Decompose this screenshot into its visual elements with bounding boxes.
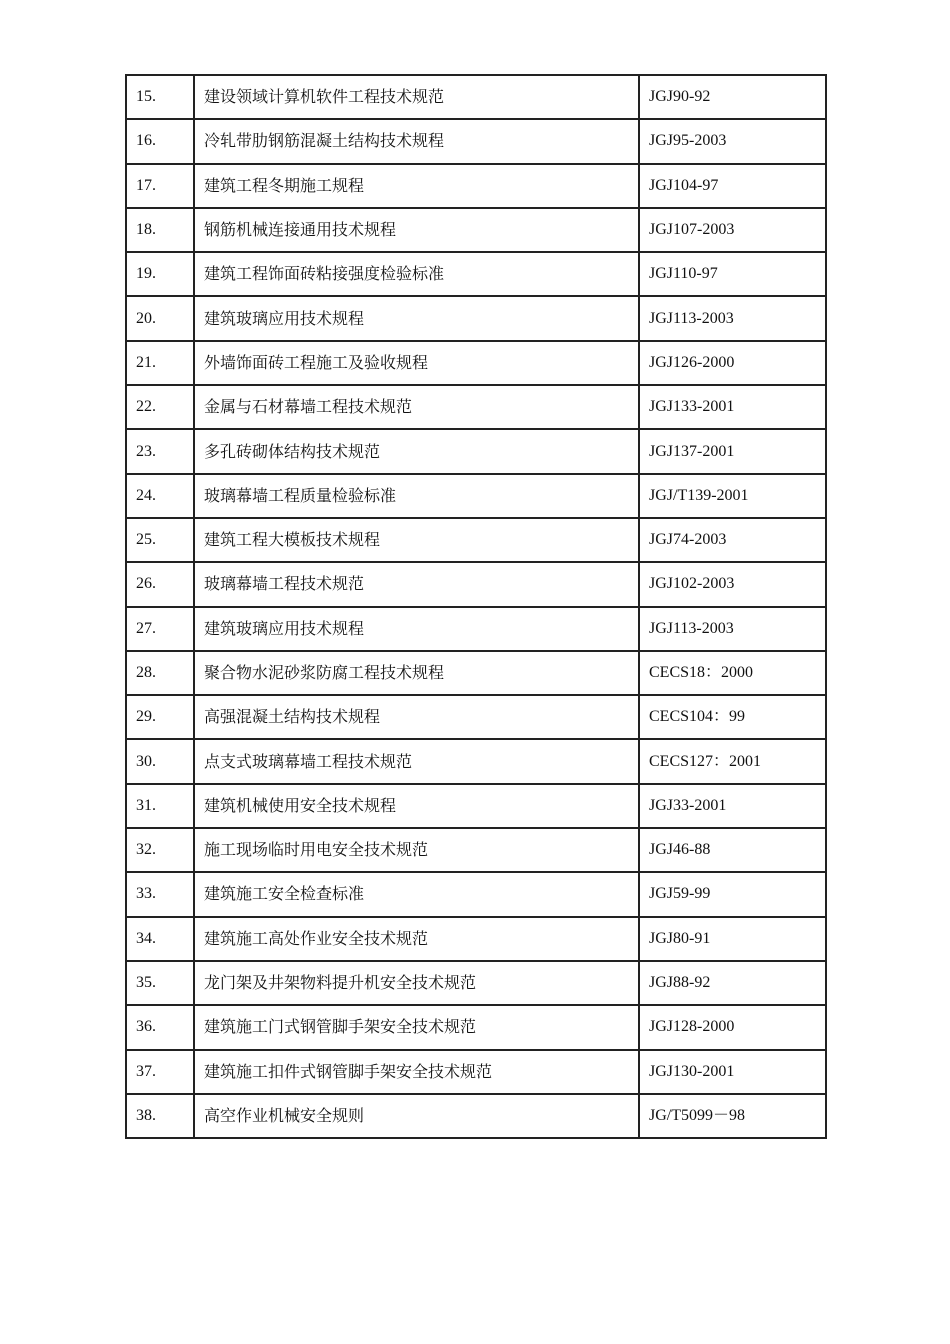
table-row: [126, 1050, 826, 1094]
row-number-cell: 29.: [126, 695, 194, 739]
table-row: [126, 296, 826, 340]
table-row: [126, 252, 826, 296]
standard-name-cell: 建筑玻璃应用技术规程: [194, 296, 639, 340]
table-row: [126, 208, 826, 252]
row-number-cell: 25.: [126, 518, 194, 562]
row-number-cell: 28.: [126, 651, 194, 695]
standard-code-cell: JGJ46-88: [639, 828, 826, 872]
standard-name-cell: 建筑施工门式钢管脚手架安全技术规范: [194, 1005, 639, 1049]
standard-name-cell: 冷轧带肋钢筋混凝土结构技术规程: [194, 119, 639, 163]
standard-code-cell: JGJ/T139-2001: [639, 474, 826, 518]
standard-name-cell: 玻璃幕墙工程质量检验标准: [194, 474, 639, 518]
standard-name-cell: 多孔砖砌体结构技术规范: [194, 429, 639, 473]
table-row: [126, 739, 826, 783]
row-number-cell: 31.: [126, 784, 194, 828]
standard-name-cell: 建设领域计算机软件工程技术规范: [194, 75, 639, 119]
standard-code-cell: JGJ137-2001: [639, 429, 826, 473]
row-number-cell: 33.: [126, 872, 194, 916]
table-row: [126, 119, 826, 163]
standard-name-cell: 建筑施工安全检查标准: [194, 872, 639, 916]
standard-name-cell: 建筑玻璃应用技术规程: [194, 607, 639, 651]
table-row: [126, 961, 826, 1005]
row-number-cell: 37.: [126, 1050, 194, 1094]
table-row: [126, 784, 826, 828]
standard-code-cell: JGJ130-2001: [639, 1050, 826, 1094]
table-row: [126, 695, 826, 739]
standard-code-cell: JGJ126-2000: [639, 341, 826, 385]
standard-name-cell: 建筑工程大模板技术规程: [194, 518, 639, 562]
standard-name-cell: 高空作业机械安全规则: [194, 1094, 639, 1138]
row-number-cell: 30.: [126, 739, 194, 783]
table-row: [126, 607, 826, 651]
row-number-cell: 15.: [126, 75, 194, 119]
standard-name-cell: 玻璃幕墙工程技术规范: [194, 562, 639, 606]
standard-code-cell: JGJ110-97: [639, 252, 826, 296]
standard-code-cell: JGJ80-91: [639, 917, 826, 961]
standard-name-cell: 施工现场临时用电安全技术规范: [194, 828, 639, 872]
row-number-cell: 20.: [126, 296, 194, 340]
standard-code-cell: JGJ90-92: [639, 75, 826, 119]
standard-code-cell: JGJ74-2003: [639, 518, 826, 562]
row-number-cell: 23.: [126, 429, 194, 473]
standard-name-cell: 龙门架及井架物料提升机安全技术规范: [194, 961, 639, 1005]
standard-name-cell: 聚合物水泥砂浆防腐工程技术规程: [194, 651, 639, 695]
row-number-cell: 34.: [126, 917, 194, 961]
table-row: [126, 474, 826, 518]
row-number-cell: 16.: [126, 119, 194, 163]
standard-code-cell: JGJ104-97: [639, 164, 826, 208]
standard-name-cell: 建筑工程饰面砖粘接强度检验标准: [194, 252, 639, 296]
standard-code-cell: JGJ59-99: [639, 872, 826, 916]
row-number-cell: 17.: [126, 164, 194, 208]
standard-name-cell: 建筑工程冬期施工规程: [194, 164, 639, 208]
standard-name-cell: 外墙饰面砖工程施工及验收规程: [194, 341, 639, 385]
standard-name-cell: 金属与石材幕墙工程技术规范: [194, 385, 639, 429]
standard-name-cell: 建筑机械使用安全技术规程: [194, 784, 639, 828]
standard-code-cell: CECS127：2001: [639, 739, 826, 783]
row-number-cell: 35.: [126, 961, 194, 1005]
table-row: [126, 341, 826, 385]
table-row: [126, 518, 826, 562]
standard-code-cell: JGJ88-92: [639, 961, 826, 1005]
standard-code-cell: CECS104：99: [639, 695, 826, 739]
table-row: [126, 385, 826, 429]
row-number-cell: 21.: [126, 341, 194, 385]
table-row: [126, 872, 826, 916]
table-row: [126, 75, 826, 119]
row-number-cell: 32.: [126, 828, 194, 872]
row-number-cell: 26.: [126, 562, 194, 606]
row-number-cell: 27.: [126, 607, 194, 651]
table-row: [126, 1005, 826, 1049]
standard-name-cell: 点支式玻璃幕墙工程技术规范: [194, 739, 639, 783]
table-row: [126, 562, 826, 606]
table-row: [126, 1094, 826, 1138]
standard-code-cell: JGJ95-2003: [639, 119, 826, 163]
standard-name-cell: 建筑施工高处作业安全技术规范: [194, 917, 639, 961]
standards-table-body: [126, 75, 826, 1138]
table-row: [126, 828, 826, 872]
standard-code-cell: JGJ102-2003: [639, 562, 826, 606]
standard-code-cell: JG/T5099－98: [639, 1094, 826, 1138]
table-row: [126, 429, 826, 473]
table-row: [126, 651, 826, 695]
row-number-cell: 22.: [126, 385, 194, 429]
standard-code-cell: JGJ113-2003: [639, 296, 826, 340]
standard-code-cell: CECS18：2000: [639, 651, 826, 695]
standards-table: [125, 74, 827, 1139]
standard-name-cell: 钢筋机械连接通用技术规程: [194, 208, 639, 252]
standard-code-cell: JGJ128-2000: [639, 1005, 826, 1049]
standard-code-cell: JGJ107-2003: [639, 208, 826, 252]
row-number-cell: 36.: [126, 1005, 194, 1049]
table-row: [126, 917, 826, 961]
standard-code-cell: JGJ113-2003: [639, 607, 826, 651]
row-number-cell: 19.: [126, 252, 194, 296]
row-number-cell: 38.: [126, 1094, 194, 1138]
row-number-cell: 18.: [126, 208, 194, 252]
table-row: [126, 164, 826, 208]
standard-name-cell: 建筑施工扣件式钢管脚手架安全技术规范: [194, 1050, 639, 1094]
standard-name-cell: 高强混凝土结构技术规程: [194, 695, 639, 739]
row-number-cell: 24.: [126, 474, 194, 518]
standard-code-cell: JGJ133-2001: [639, 385, 826, 429]
standard-code-cell: JGJ33-2001: [639, 784, 826, 828]
